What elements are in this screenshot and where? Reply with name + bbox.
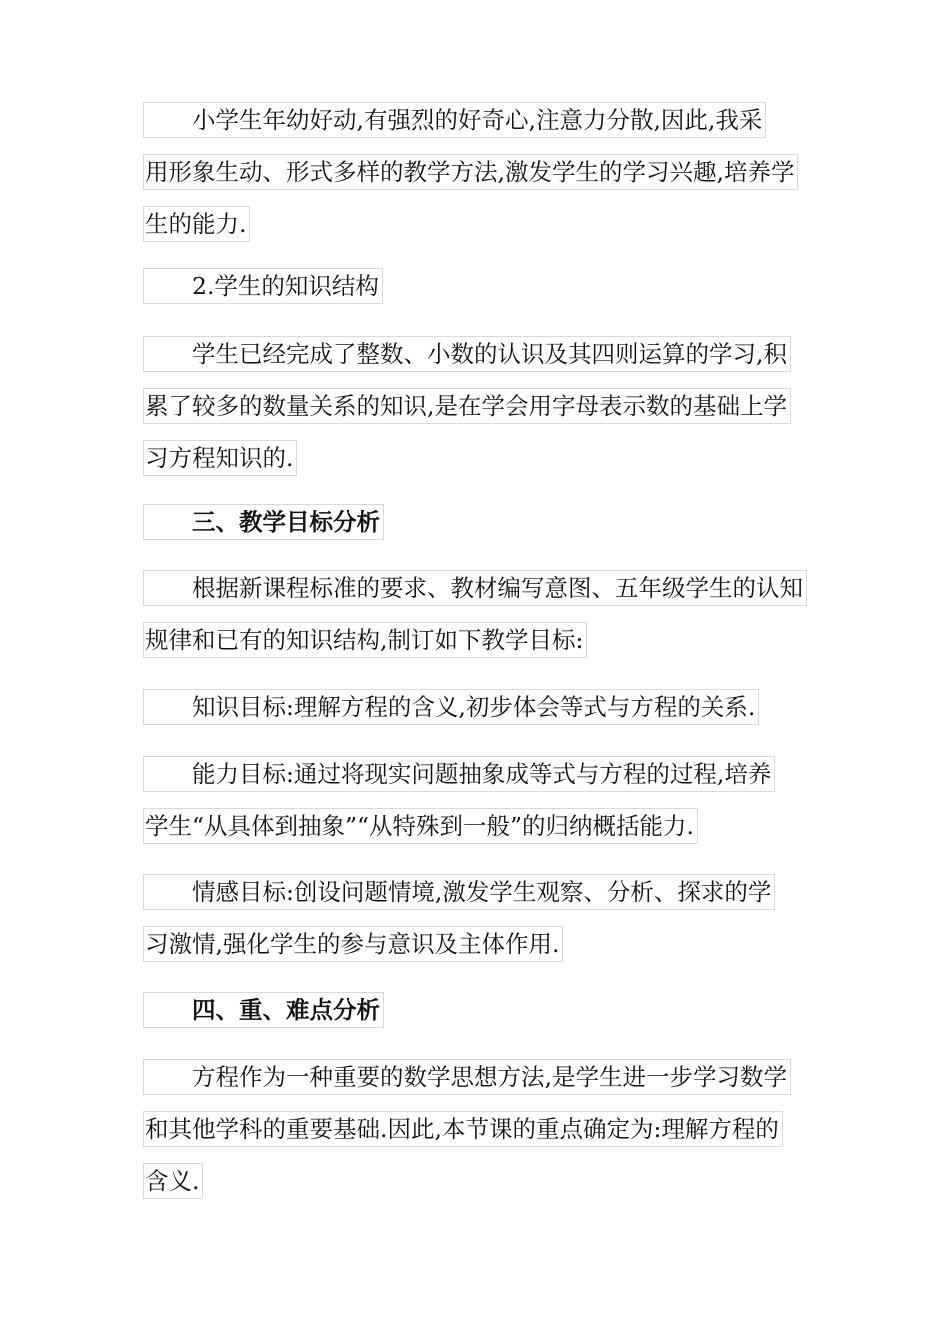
text-line: 三、教学目标分析 [143,500,809,552]
paragraph-knowledge-goal [143,685,809,737]
text-line: 生的能力. [143,202,809,254]
text-line: 习激情,强化学生的参与意识及主体作用. [143,922,809,974]
paragraph-ability-goal [143,752,809,856]
text-line: 知识目标:理解方程的含义,初步体会等式与方程的关系. [143,685,809,737]
text-line: 和其他学科的重要基础.因此,本节课的重点确定为:理解方程的 [143,1107,809,1159]
paragraph-goals-intro [143,566,809,670]
text-line: 含义. [143,1159,809,1211]
text-line: 2.学生的知识结构 [143,264,809,316]
text-line: 小学生年幼好动,有强烈的好奇心,注意力分散,因此,我采 [143,98,809,150]
section-heading-key-points [143,988,809,1040]
text-line: 学生已经完成了整数、小数的认识及其四则运算的学习,积 [143,332,809,384]
text-line: 根据新课程标准的要求、教材编写意图、五年级学生的认知 [143,566,809,618]
paragraph-knowledge-structure [143,332,809,488]
text-line: 规律和已有的知识结构,制订如下教学目标: [143,618,809,670]
subheading-knowledge-structure [143,264,809,316]
text-line: 习方程知识的. [143,436,809,488]
text-line: 情感目标:创设问题情境,激发学生观察、分析、探求的学 [143,870,809,922]
paragraph-student-traits [143,98,809,254]
text-line: 用形象生动、形式多样的教学方法,激发学生的学习兴趣,培养学 [143,150,809,202]
text-line: 能力目标:通过将现实问题抽象成等式与方程的过程,培养 [143,752,809,804]
paragraph-emotion-goal [143,870,809,974]
text-line: 累了较多的数量关系的知识,是在学会用字母表示数的基础上学 [143,384,809,436]
text-line: 四、重、难点分析 [143,988,809,1040]
text-line: 学生“从具体到抽象”“从特殊到一般”的归纳概括能力. [143,804,809,856]
paragraph-key-points [143,1055,809,1211]
section-heading-teaching-goals [143,500,809,552]
text-line: 方程作为一种重要的数学思想方法,是学生进一步学习数学 [143,1055,809,1107]
